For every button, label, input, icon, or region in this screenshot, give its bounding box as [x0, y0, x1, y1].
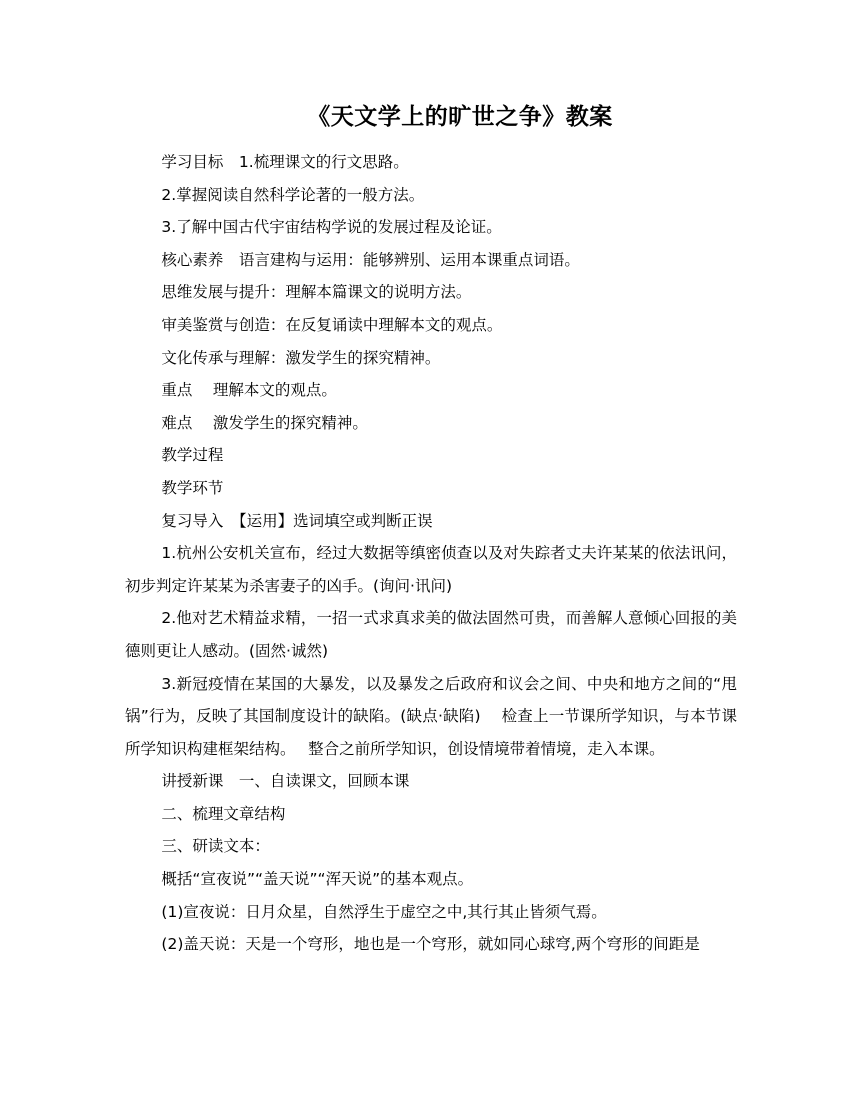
paragraph-gaitian: (2)盖天说：天是一个穹形，地也是一个穹形，就如同心球穹,两个穹形的间距是	[161, 935, 700, 954]
paragraph-learning-goals: 学习目标 1.梳理课文的行文思路。	[161, 153, 409, 171]
paragraph-thinking: 思维发展与提升：理解本篇课文的说明方法。	[161, 283, 472, 302]
paragraph-exercise-3: 3.新冠疫情在某国的大暴发，以及暴发之后政府和议会之间、中央和地方之间的“甩锅”行为，反映了其国制度设计的缺陷。(缺点·缺陷) 检查上一节课所学知识，与本节课所学知识构建框架结构。 整合之前所学知识，创设情境带着情境，走入本课。	[125, 674, 737, 758]
paragraph-review-intro: 复习导入 【运用】选词填空或判断正误	[161, 511, 433, 530]
paragraph-teaching-process: 教学过程	[161, 446, 224, 465]
paragraph-exercise-1: 1.杭州公安机关宣布，经过大数据等缜密侦查以及对失踪者丈夫许某某的依法讯问，初步判定许某某为杀害妻子的凶手。(询问·讯问)	[125, 544, 737, 595]
paragraph-xuanye: (1)宣夜说：日月众星，自然浮生于虚空之中,其行其止皆须气焉。	[161, 902, 607, 921]
paragraph-exercise-2: 2.他对艺术精益求精，一招一式求真求美的做法固然可贵，而善解人意倾心回报的美德则更让人感动。(固然·诚然)	[125, 609, 737, 660]
paragraph-teaching-steps: 教学环节	[161, 478, 224, 497]
paragraph-goal-2: 2.掌握阅读自然科学论著的一般方法。	[161, 185, 425, 204]
paragraph-aesthetics: 审美鉴赏与创造：在反复诵读中理解本文的观点。	[161, 315, 503, 334]
paragraph-study-text: 三、研读文本：	[161, 837, 270, 856]
paragraph-core-literacy: 核心素养 语言建构与运用：能够辨别、运用本课重点词语。	[161, 250, 580, 269]
paragraph-goal-3: 3.了解中国古代宇宙结构学说的发展过程及论证。	[161, 218, 502, 237]
document-body	[125, 146, 737, 961]
paragraph-summary-task: 概括“宣夜说”“盖天说”“浑天说”的基本观点。	[161, 870, 474, 889]
paragraph-culture: 文化传承与理解：激发学生的探究精神。	[161, 348, 441, 367]
paragraph-difficulty: 难点 激发学生的探究精神。	[161, 413, 368, 432]
document-title: 《天文学上的旷世之争》教案	[307, 104, 613, 130]
paragraph-structure: 二、梳理文章结构	[161, 804, 286, 823]
paragraph-key-point: 重点 理解本文的观点。	[161, 381, 337, 400]
paragraph-new-lesson: 讲授新课 一、自读课文，回顾本课	[161, 772, 410, 791]
